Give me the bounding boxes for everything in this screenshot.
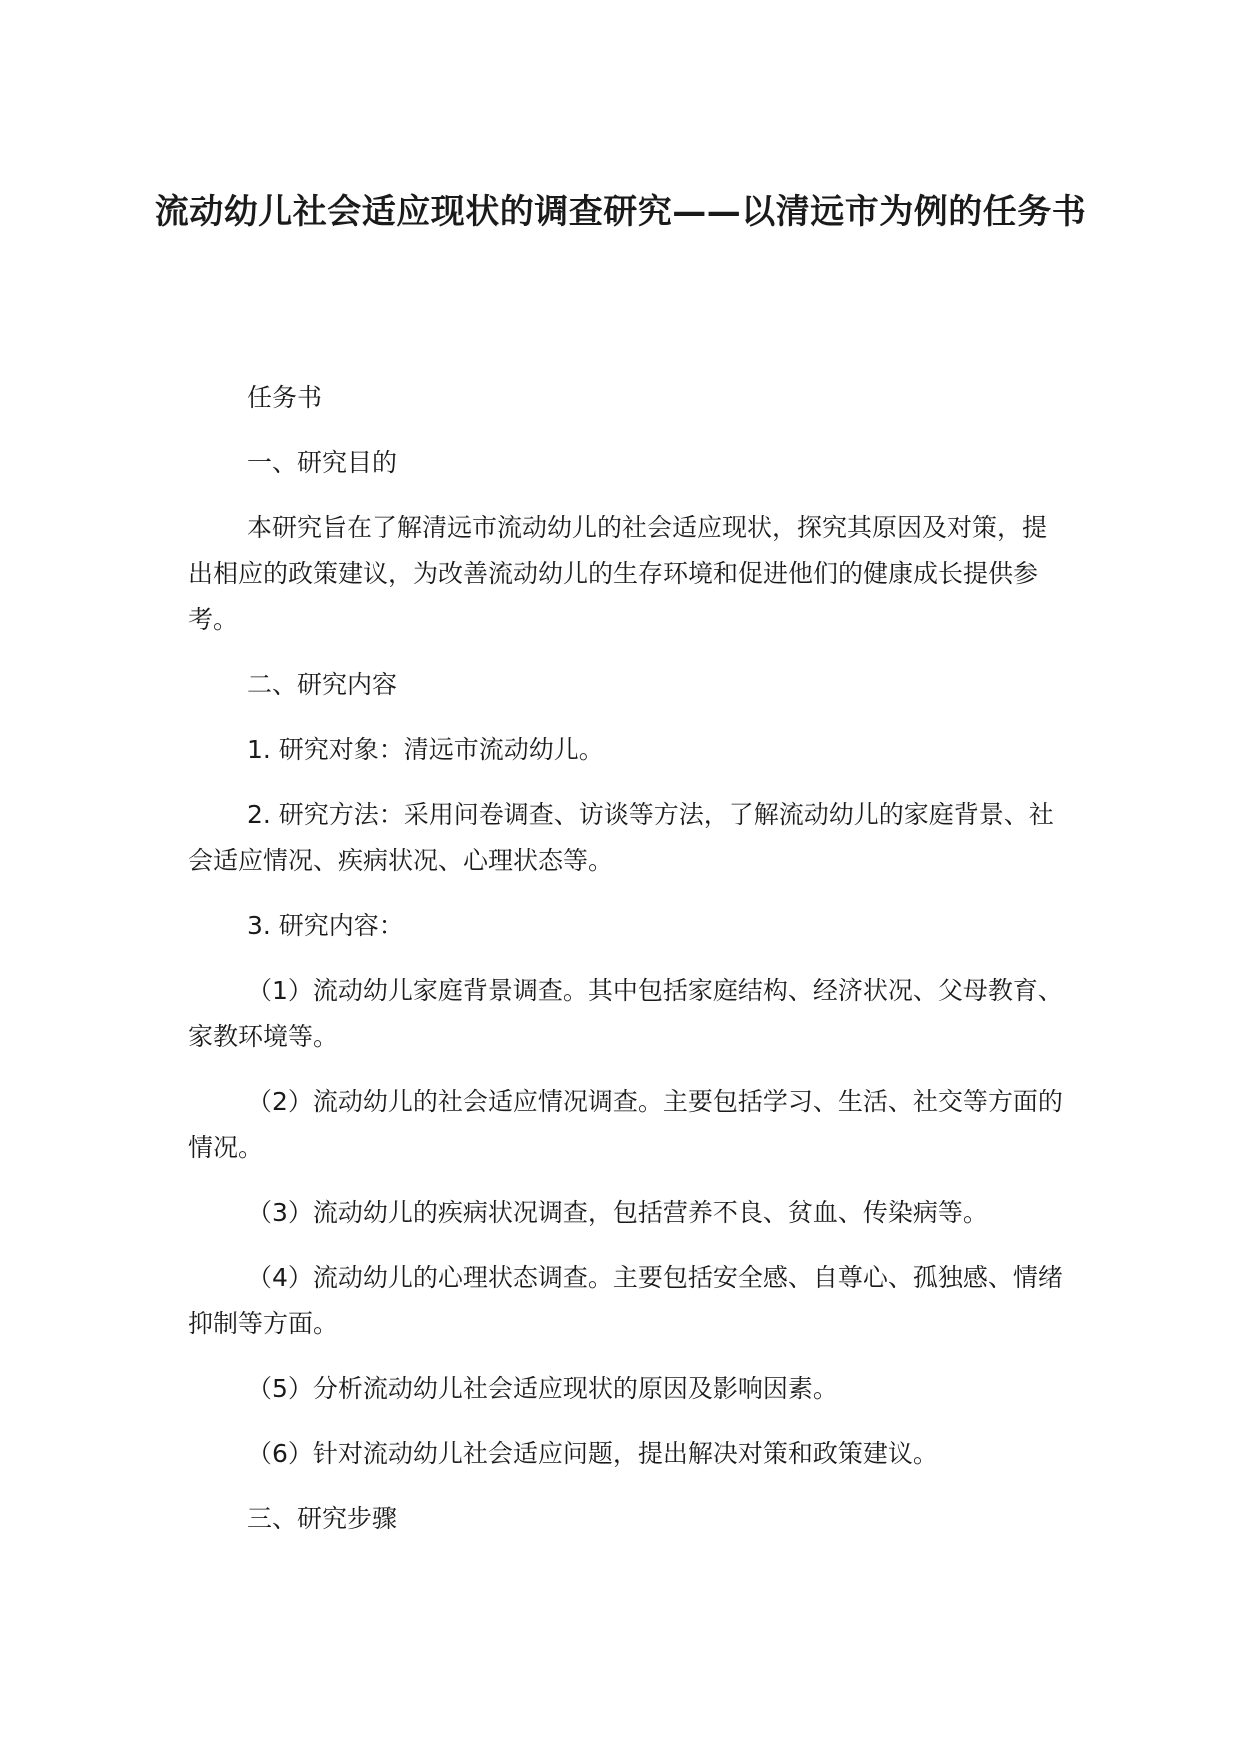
paragraph-research-method: 2. 研究方法：采用问卷调查、访谈等方法，了解流动幼儿的家庭背景、社会适应情况、疾病状况、心理状态等。 [188,800,1054,875]
list-item-2: （2）流动幼儿的社会适应情况调查。主要包括学习、生活、社交等方面的情况。 [188,1087,1063,1162]
list-item-5: （5）分析流动幼儿社会适应现状的原因及影响因素。 [247,1374,838,1403]
document-body [188,375,1068,1561]
paragraph-research-subject: 1. 研究对象：清远市流动幼儿。 [247,735,604,764]
paragraph-heading-task-book: 任务书 [247,383,323,412]
list-item-1: （1）流动幼儿家庭背景调查。其中包括家庭结构、经济状况、父母教育、家教环境等。 [188,976,1063,1051]
section-heading-research-content: 二、研究内容 [247,670,398,699]
document-title: 流动幼儿社会适应现状的调查研究——以清远市为例的任务书 [154,192,1087,232]
list-item-4: （4）流动幼儿的心理状态调查。主要包括安全感、自尊心、孤独感、情绪抑制等方面。 [188,1263,1063,1338]
paragraph-research-content-label: 3. 研究内容： [247,911,404,940]
list-item-3: （3）流动幼儿的疾病状况调查，包括营养不良、贫血、传染病等。 [247,1198,988,1227]
section-heading-research-steps: 三、研究步骤 [247,1504,398,1533]
list-item-6: （6）针对流动幼儿社会适应问题，提出解决对策和政策建议。 [247,1439,938,1468]
section-heading-research-purpose: 一、研究目的 [247,448,398,477]
paragraph-research-purpose: 本研究旨在了解清远市流动幼儿的社会适应现状，探究其原因及对策，提出相应的政策建议，为改善流动幼儿的生存环境和促进他们的健康成长提供参考。 [188,513,1048,634]
